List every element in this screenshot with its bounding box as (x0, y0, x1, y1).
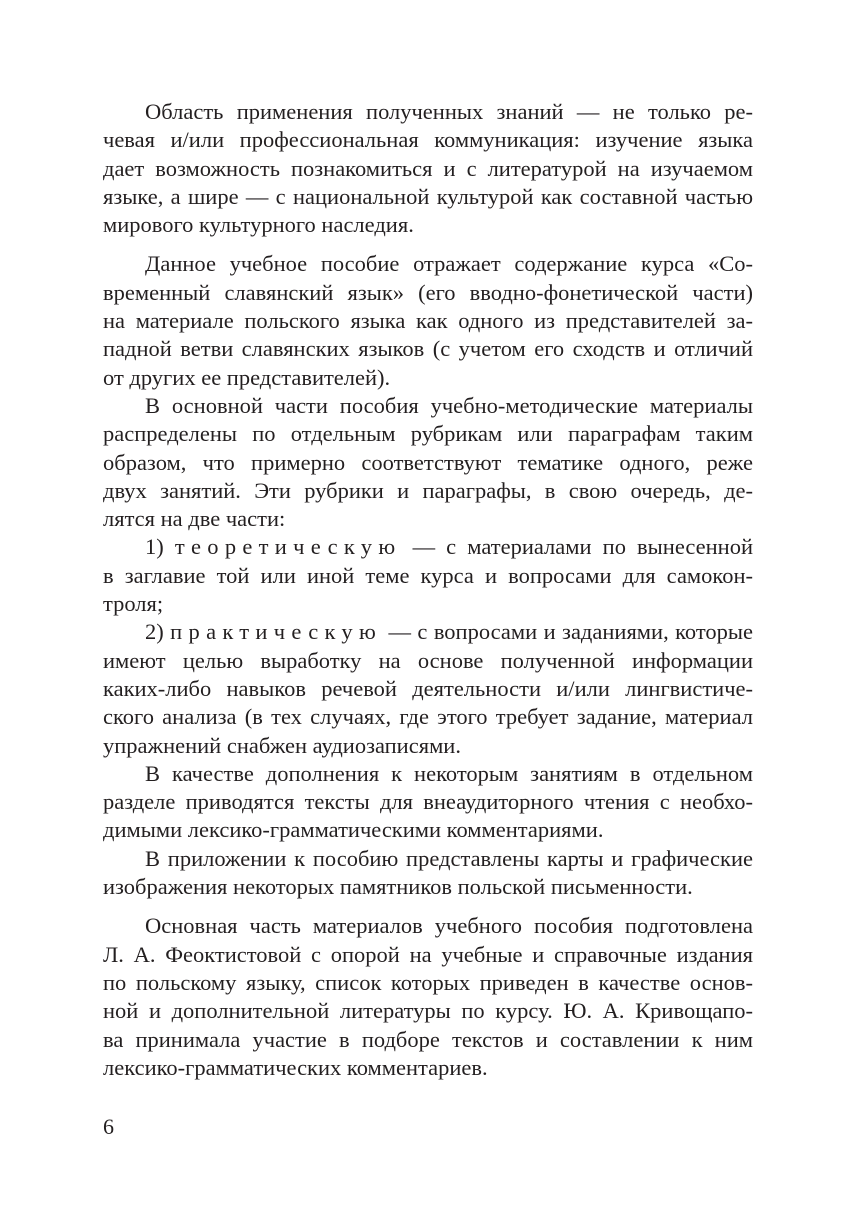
text-line: разделе приводятся тексты для внеаудиторного чтения с необхо- (103, 789, 753, 815)
list-item-text: — с материалами по вынесенной (412, 534, 753, 560)
paragraph (103, 392, 753, 533)
list-item-text: — с вопросами и заданиями, которые (388, 619, 754, 645)
section-gap (103, 239, 753, 250)
text-line: временный славянский язык» (его вводно-фонетической части) (103, 279, 753, 305)
text-line: Основная часть материалов учебного пособия подготовлена (145, 913, 753, 939)
text-line: дает возможность познакомиться и с литературой на изучаемом (103, 155, 753, 181)
text-line: образом, что примерно соответствуют тематике одного, реже (103, 449, 753, 475)
text-line: В приложении к пособию представлены карты и графические (145, 845, 753, 871)
text-line: в заглавие той или иной теме курса и вопросами для самокон- (103, 562, 753, 588)
text-line: по польскому языку, список которых приведен в качестве основ- (103, 969, 753, 995)
text-line: троля; (103, 591, 164, 617)
text-line: лятся на две части: (103, 506, 286, 532)
paragraph (103, 912, 753, 1082)
paragraph (103, 250, 753, 391)
list-item (103, 618, 753, 759)
text-line: упражнений снабжен аудиозаписями. (103, 732, 461, 758)
text-line: ной и дополнительной литературы по курсу. Ю. А. Кривощапо- (103, 998, 753, 1024)
text-line: В основной части пособия учебно-методические материалы (145, 392, 753, 418)
list-item-number: 1) (145, 534, 164, 560)
text-line: мирового культурного наследия. (103, 212, 414, 238)
list-item-first-line (103, 533, 753, 561)
text-line: изображения некоторых памятников польской письменности. (103, 874, 693, 900)
text-line: падной ветви славянских языков (с учетом его сходств и отличий (103, 336, 753, 362)
list-item-term: теоретическую (174, 534, 402, 560)
text-line: на материале польского языка как одного из представителей за- (103, 308, 753, 334)
text-line: лексико-грамматических комментариев. (103, 1054, 488, 1080)
text-line: Данное учебное пособие отражает содержание курса «Со- (145, 251, 753, 277)
text-line: ва принимала участие в подборе текстов и составлении к ним (103, 1026, 753, 1052)
paragraph (103, 98, 753, 239)
text-line: ского анализа (в тех случаях, где этого требует задание, материал (103, 704, 753, 730)
text-line: языке, а шире — с национальной культурой как составной частью (103, 183, 753, 209)
list-item-number: 2) (145, 619, 164, 645)
list-item-term: практическую (170, 619, 383, 645)
text-line: Л. А. Феоктистовой с опорой на учебные и справочные издания (103, 941, 753, 967)
paragraph (103, 845, 753, 902)
text-line: имеют целью выработку на основе полученной информации (103, 647, 753, 673)
text-line: Область применения полученных знаний — не только ре- (145, 99, 753, 124)
text-line: В качестве дополнения к некоторым занятиям в отдельном (145, 760, 753, 786)
text-line: димыми лексико-грамматическими комментариями. (103, 817, 604, 843)
list-item (103, 533, 753, 618)
section-gap (103, 901, 753, 912)
paragraph (103, 760, 753, 845)
page-body (103, 98, 753, 1082)
page-number: 6 (103, 1114, 114, 1139)
text-line: двух занятий. Эти рубрики и параграфы, в свою очередь, де- (103, 477, 753, 503)
list-item-first-line (103, 618, 753, 646)
text-line: от других ее представителей). (103, 364, 391, 390)
text-line: каких-либо навыков речевой деятельности и/или лингвистиче- (103, 675, 753, 701)
text-line: чевая и/или профессиональная коммуникация: изучение языка (103, 127, 753, 153)
text-line: распределены по отдельным рубрикам или параграфам таким (103, 421, 753, 447)
